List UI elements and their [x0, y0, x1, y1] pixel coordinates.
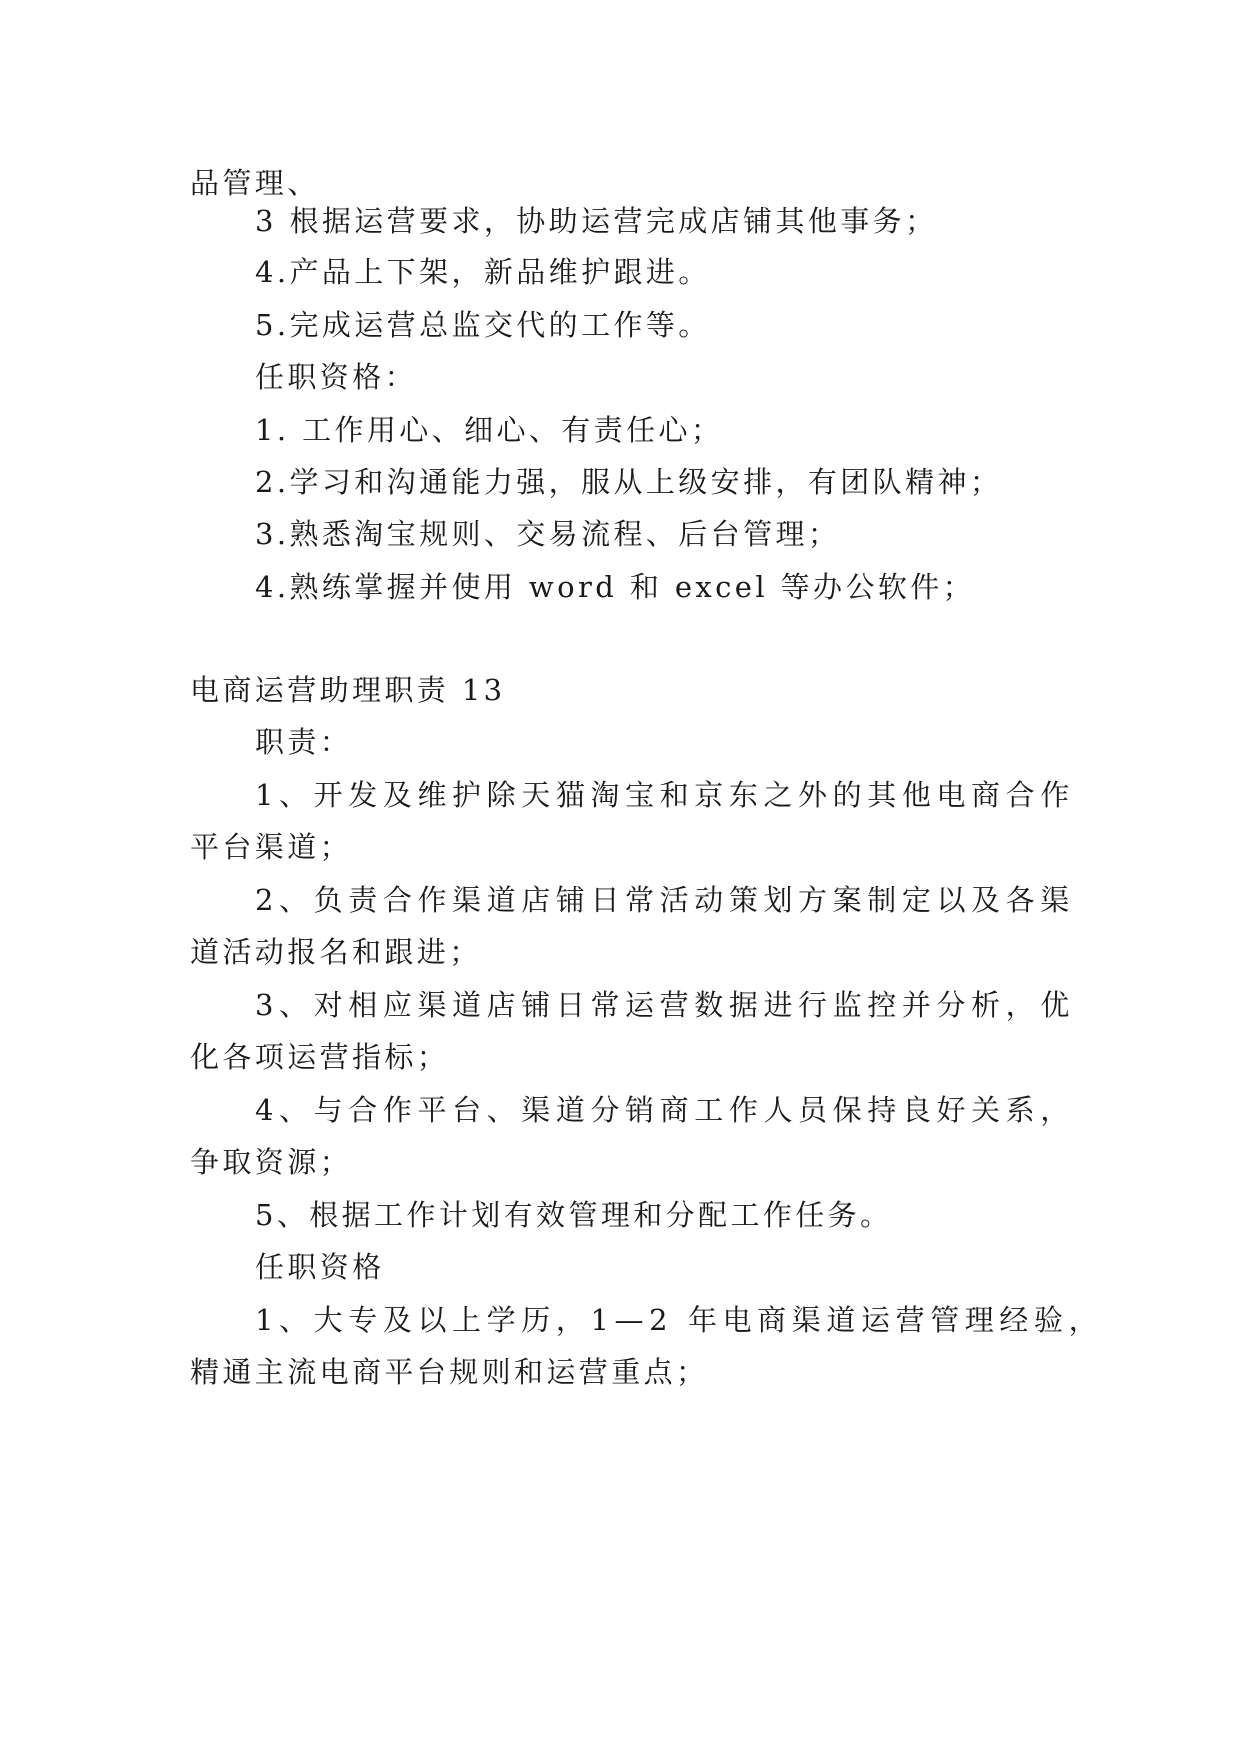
- list-item: 2.学习和沟通能力强，服从上级安排，有团队精神；: [255, 465, 1003, 499]
- list-item-continuation: 平台渠道；: [190, 830, 353, 864]
- list-item: 5.完成运营总监交代的工作等。: [255, 308, 711, 342]
- list-item: 3 根据运营要求，协助运营完成店铺其他事务；: [255, 204, 938, 238]
- list-item-continuation: 化各项运营指标；: [190, 1040, 450, 1074]
- list-item-continuation: 争取资源；: [190, 1145, 353, 1179]
- page-title: 电商运营助理职责 13: [190, 673, 506, 707]
- list-item: 4.产品上下架，新品维护跟进。: [255, 255, 711, 289]
- section-heading: 任职资格：: [255, 360, 418, 394]
- paragraph-continuation: 品管理、: [190, 166, 320, 200]
- list-item: 1. 工作用心、细心、有责任心；: [255, 413, 724, 447]
- section-heading: 职责：: [255, 725, 353, 759]
- list-item: 1、开发及维护除天猫淘宝和京东之外的其他电商合作: [255, 778, 1075, 812]
- list-item-continuation: 精通主流电商平台规则和运营重点；: [190, 1355, 709, 1389]
- list-item: 5、根据工作计划有效管理和分配工作任务。: [255, 1198, 893, 1232]
- list-item: 1、大专及以上学历，1—2 年电商渠道运营管理经验，: [255, 1303, 1104, 1337]
- list-item: 3、对相应渠道店铺日常运营数据进行监控并分析，优: [255, 988, 1075, 1022]
- list-item-continuation: 道活动报名和跟进；: [190, 935, 482, 969]
- section-heading: 任职资格: [255, 1250, 385, 1284]
- list-item: 2、负责合作渠道店铺日常活动策划方案制定以及各渠: [255, 883, 1075, 917]
- list-item: 3.熟悉淘宝规则、交易流程、后台管理；: [255, 517, 841, 551]
- list-item: 4.熟练掌握并使用 word 和 excel 等办公软件；: [255, 570, 976, 604]
- list-item: 4、与合作平台、渠道分销商工作人员保持良好关系，: [255, 1093, 1075, 1127]
